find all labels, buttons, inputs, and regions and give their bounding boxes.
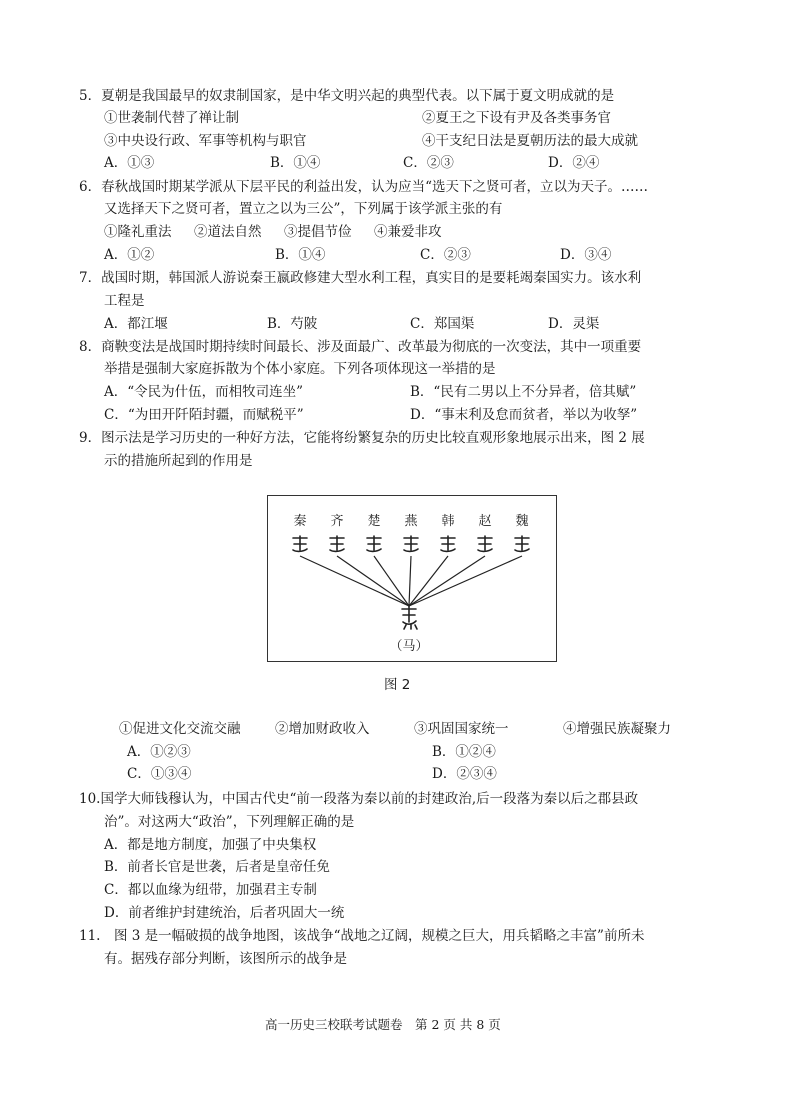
q7-option-d: D．灵渠 bbox=[548, 316, 600, 332]
q9-item-2: ②增加财政收入 bbox=[275, 721, 370, 737]
q9-option-b: B．①②④ bbox=[432, 744, 496, 760]
q8-stem-2: 举措是强制大家庭拆散为个体小家庭。下列各项体现这一举措的是 bbox=[104, 361, 496, 377]
q8-option-d: D．“事末利及怠而贫者，举以为收孥” bbox=[410, 407, 638, 423]
state-label: 韩 bbox=[441, 514, 455, 529]
horse-glyph-variant bbox=[293, 536, 307, 551]
horse-glyph-variant bbox=[367, 536, 381, 551]
q5-option-a: A．①③ bbox=[104, 155, 155, 171]
q5-item-4: ④干支纪日法是夏朝历法的最大成就 bbox=[422, 133, 638, 149]
q5-item-2: ②夏王之下设有尹及各类事务官 bbox=[422, 110, 611, 126]
q9-item-3: ③巩固国家统一 bbox=[414, 721, 509, 737]
q9-item-1: ①促进文化交流交融 bbox=[119, 721, 241, 737]
q7-option-c: C．郑国渠 bbox=[410, 316, 475, 332]
figure-caption: （马） bbox=[389, 639, 429, 654]
q5-stem: 5．夏朝是我国最早的奴隶制国家，是中华文明兴起的典型代表。以下属于夏文明成就的是 bbox=[79, 88, 615, 104]
q10-stem-2: 治”。对这两大“政治”，下列理解正确的是 bbox=[104, 814, 355, 830]
q6-option-a: A．①② bbox=[104, 247, 155, 263]
converging-line bbox=[409, 556, 411, 606]
state-label: 秦 bbox=[293, 514, 307, 529]
converging-line bbox=[300, 556, 409, 606]
figure-2 bbox=[267, 495, 557, 662]
q11-stem-1: 11. 图 3 是一幅破损的战争地图，该战争“战地之辽阔，规模之巨大，用兵韬略之丰富”前所未 bbox=[79, 928, 645, 944]
state-label: 燕 bbox=[404, 514, 418, 529]
q5-item-3: ③中央设行政、军事等机构与职官 bbox=[104, 133, 307, 149]
q6-item-3: ③提倡节俭 bbox=[284, 224, 352, 240]
q9-option-d: D．②③④ bbox=[432, 766, 497, 782]
q5-item-1: ①世袭制代替了禅让制 bbox=[104, 110, 239, 126]
q7-option-b: B．芍陂 bbox=[267, 316, 318, 332]
converging-line bbox=[337, 556, 409, 606]
q6-item-4: ④兼爱非攻 bbox=[374, 224, 442, 240]
page-footer: 高一历史三校联考试题卷 第 2 页 共 8 页 bbox=[265, 1017, 501, 1032]
qin-horse-glyph bbox=[402, 606, 417, 629]
q7-stem-1: 7．战国时期，韩国派人游说秦王嬴政修建大型水利工程，真实目的是要耗竭秦国实力。该水利 bbox=[79, 270, 642, 286]
q5-option-b: B．①④ bbox=[270, 155, 321, 171]
horse-glyph-variant bbox=[441, 536, 455, 551]
q10-option-d: D．前者维护封建统治，后者巩固大一统 bbox=[104, 905, 345, 921]
q11-stem-2: 有。据残存部分判断，该图所示的战争是 bbox=[104, 951, 347, 967]
q8-option-a: A．“令民为什伍，而相牧司连坐” bbox=[104, 384, 304, 400]
q6-option-d: D．③④ bbox=[560, 247, 612, 263]
q10-stem-1: 10.国学大师钱穆认为，中国古代史“前一段落为秦以前的封建政治,后一段落为秦以后之郡县政 bbox=[79, 791, 639, 807]
q9-option-c: C．①③④ bbox=[127, 766, 192, 782]
converging-line bbox=[409, 556, 485, 606]
q10-option-c: C．都以血缘为纽带，加强君主专制 bbox=[104, 882, 317, 898]
q9-stem-2: 示的措施所起到的作用是 bbox=[104, 453, 253, 469]
q10-option-b: B．前者长官是世袭，后者是皇帝任免 bbox=[104, 859, 330, 875]
horse-glyph-variant bbox=[404, 536, 418, 551]
horse-character-diagram bbox=[268, 496, 555, 660]
figure-2-label: 图 2 bbox=[384, 677, 411, 693]
q6-item-2: ②道法自然 bbox=[194, 224, 262, 240]
q9-option-a: A．①②③ bbox=[127, 744, 191, 760]
q8-stem-1: 8．商鞅变法是战国时期持续时间最长、涉及面最广、改革最为彻底的一次变法，其中一项重要 bbox=[79, 339, 642, 355]
horse-glyph-variant bbox=[515, 536, 529, 551]
q5-option-c: C．②③ bbox=[403, 155, 454, 171]
q6-option-b: B．①④ bbox=[275, 247, 326, 263]
q6-option-c: C．②③ bbox=[420, 247, 471, 263]
state-label: 赵 bbox=[478, 514, 492, 529]
q7-stem-2: 工程是 bbox=[104, 293, 145, 309]
state-label: 魏 bbox=[515, 514, 529, 529]
state-label: 楚 bbox=[367, 514, 381, 529]
converging-line bbox=[409, 556, 448, 606]
q7-option-a: A．都江堰 bbox=[104, 316, 168, 332]
converging-line bbox=[409, 556, 522, 606]
q5-option-d: D．②④ bbox=[548, 155, 600, 171]
q8-option-c: C．“为田开阡陌封疆，而赋税平” bbox=[104, 407, 304, 423]
q10-option-a: A．都是地方制度，加强了中央集权 bbox=[104, 837, 317, 853]
q6-item-1: ①隆礼重法 bbox=[104, 224, 172, 240]
q6-stem-2: 又选择天下之贤可者，置立之以为三公”，下列属于该学派主张的有 bbox=[104, 201, 503, 217]
horse-glyph-variant bbox=[330, 536, 344, 551]
horse-glyph-variant bbox=[478, 536, 492, 551]
q9-item-4: ④增强民族凝聚力 bbox=[563, 721, 671, 737]
q8-option-b: B．“民有二男以上不分异者，倍其赋” bbox=[410, 384, 637, 400]
q9-stem-1: 9．图示法是学习历史的一种好方法，它能将纷繁复杂的历史比较直观形象地展示出来，图 2 展 bbox=[79, 430, 645, 446]
q6-stem-1: 6．春秋战国时期某学派从下层平民的利益出发，认为应当“选天下之贤可者，立以为天子。…… bbox=[79, 179, 648, 195]
state-label: 齐 bbox=[330, 514, 344, 529]
